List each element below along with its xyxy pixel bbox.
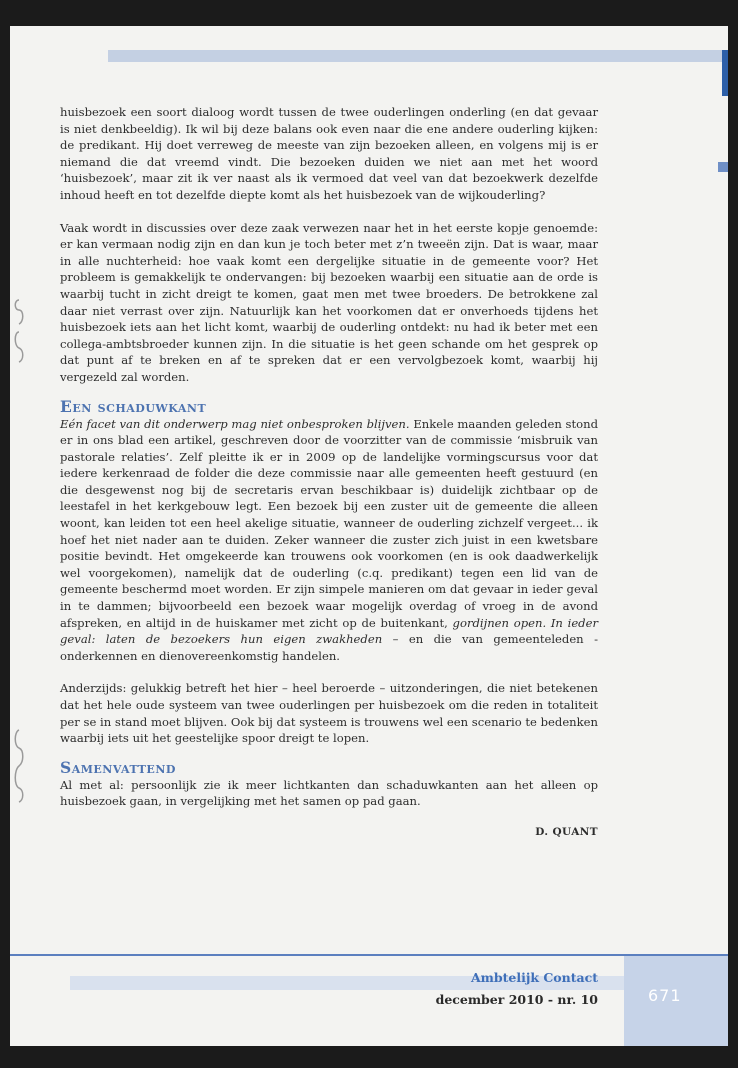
lead-sentence: Eén facet van dit onderwerp mag niet onbesproken blijven. xyxy=(60,416,410,431)
paragraph: Anderzijds: gelukkig betreft het hier – heel beroerde – uitzonderingen, die niet betekenen dat het hele oude systeem van twee ouderlingen per huisbezoek om die reden in totaliteit per se in stand moet blijven. Ook bij dat systeem is trouwens wel een scenario te bedenken waarbij iets uit het geestelijke spoor dreigt te lopen. xyxy=(60,681,598,746)
paragraph: Al met al: persoonlijk zie ik meer lichtkanten dan schaduwkanten aan het alleen op huisbezoek gaan, in vergelijking met het samen op pad gaan. xyxy=(60,777,598,809)
page-number-box xyxy=(624,956,728,1046)
binder-clip-icon xyxy=(12,726,26,806)
author-name: D. QUANT xyxy=(535,825,598,838)
article-body xyxy=(60,104,598,841)
document-page xyxy=(10,26,728,1046)
paragraph xyxy=(60,416,598,665)
magazine-title: Ambtelijk Contact xyxy=(470,970,598,985)
paragraph: huisbezoek een soort dialoog wordt tussen de twee ouderlingen onderling (en dat gevaar is niet denkbeeldig). Ik wil bij deze balans ook even naar die ene andere ouderling kijken: de predikant. Hij doet verreweg de meeste van zijn bezoeken alleen, en volgens mij is er niemand die dat vreemd vindt. Die bezoeken duiden we niet aan met het woord ‘huisbezoek’, maar zit ik ver naast als ik vermoed dat veel van dat bezoekwerk dezelfde inhoud heeft en tot dezelfde diepte komt als het huisbezoek van de wijkouderling? xyxy=(60,105,598,202)
side-marker xyxy=(718,162,728,172)
section-heading-shadow: Een schaduwkant xyxy=(60,396,207,416)
section-heading-summary: Samenvattend xyxy=(60,757,176,777)
paragraph-text: – en die van gemeenteleden - onderkennen en dienovereenkomstig handelen. xyxy=(60,632,598,663)
binder-clip-icon xyxy=(12,296,26,366)
top-decoration-stripe xyxy=(108,50,728,62)
footer-divider xyxy=(10,954,728,956)
paragraph: Vaak wordt in discussies over deze zaak verwezen naar het in het eerste kopje genoemde: er kan vermaan nodig zijn en dan kun je toch beter met z’n tweeën zijn. Dat is waar, maar in alle nuchterheid: hoe vaak komt een dergelijke situatie in de gemeente voor? Het probleem is gemakkelijk te ondervangen: bij bezoeken waarbij een situatie aan de orde is waarbij tucht in zicht dreigt te komen, gaat men met twee broeders. De betrokkene zal daar niet verrast over zijn. Natuurlijk kan het voorkomen dat er onverhoeds tijdens het huisbezoek iets aan het licht komt, waarbij de ouderling ontdekt: nu had ik beter met een collega-ambtsbroeder kunnen zijn. In die situatie is het geen schande om het gesprek op dat punt af te breken en af te spreken dat er een vervolgbezoek komt, waarbij hij vergezeld zal worden. xyxy=(60,220,598,384)
emphasis-text: gordijnen open. In ieder geval: laten de bezoekers hun eigen zwakheden xyxy=(60,615,599,647)
top-right-accent xyxy=(722,50,728,96)
page-number: 671 xyxy=(648,986,682,1005)
paragraph-text: Enkele maanden geleden stond er in ons blad een artikel, geschreven door de voorzitter van de commissie ‘misbruik van pastorale relaties’. Zelf pleitte ik er in 2009 op de landelijke vormingscursus voor dat iedere kerkenraad de folder die deze commissie naar alle gemeenten heeft gestuurd (en die desgewenst nog bij de secretaris ervan beschikbaar is) duidelijk zichtbaar op de leestafel in het kerkgebouw legt. Een bezoek bij een zuster uit de gemeente die alleen woont, kan leiden tot een heel akelige situatie, wanneer de ouderling zichzelf vergeet... ik hoef het niet nader aan te duiden. Zeker wanneer die zuster zich juist in een kwetsbare positie bevindt. Het omgekeerde kan trouwens ook voorkomen (en is ook daadwerkelijk wel voorgekomen), namelijk dat de ouderling (c.q. predikant) tegen een lid van de gemeente beschermd moet worden. Er zijn simpele manieren om dat gevaar in ieder geval in te dammen; bijvoorbeeld een bezoek waar mogelijk overdag of vroeg in de avond afspreken, en altijd in de huiskamer met zicht op de buitenkant, xyxy=(60,416,598,630)
issue-info: december 2010 - nr. 10 xyxy=(435,992,598,1007)
